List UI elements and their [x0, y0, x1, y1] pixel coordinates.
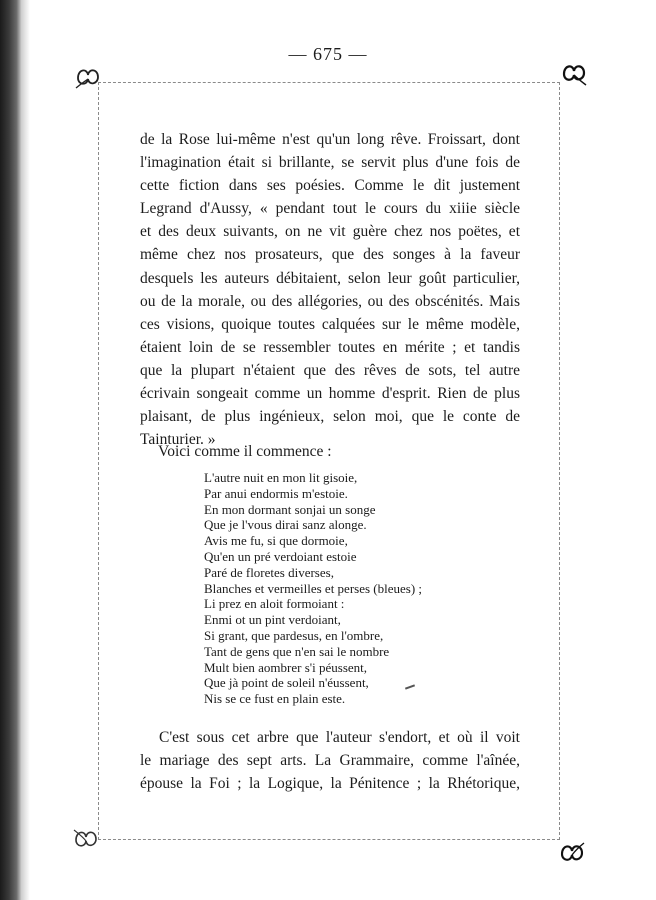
verse-line: Que je l'vous dirai sanz alonge.	[204, 517, 367, 533]
text-line: C'est sous cet arbre que l'auteur s'endort, et où il voit	[159, 729, 520, 746]
flourish-icon	[560, 60, 588, 88]
verse-line: Avis me fu, si que dormoie,	[204, 533, 348, 549]
flourish-icon	[72, 826, 100, 854]
text-line: écrivain songeait comme un homme d'esprit. Rien de plus	[140, 385, 520, 403]
verse-line: Enmi ot un pint verdoiant,	[204, 612, 341, 628]
text-line: de la Rose lui-même n'est qu'un long rêve. Froissart, dont	[140, 131, 520, 148]
text-line: même chez nos prosateurs, que des songes à la faveur	[140, 246, 520, 264]
text-line: épouse la Foi ; la Logique, la Pénitence ; la Rhétorique,	[140, 775, 520, 792]
text-line: ces visions, quoique toutes calquées sur le même modèle,	[140, 315, 520, 333]
verse-line: Si grant, que pardesus, en l'ombre,	[204, 627, 384, 643]
text-line: et des deux suivants, on ne vit guère chez nos poëtes, et	[140, 223, 520, 241]
verse-line: Tant de gens que n'en sai le nombre	[204, 643, 390, 659]
main-paragraph	[140, 128, 520, 451]
text-line: plaisant, de plus ingénieux, selon moi, que le conte de	[140, 408, 520, 426]
verse-line: Nis se ce fust en plain este.	[204, 691, 346, 707]
poem-introduction: Voici comme il commence :	[158, 443, 332, 460]
verse-line: Qu'en un pré verdoiant estoie	[204, 548, 357, 564]
text-line: desquels les auteurs débitaient, selon leur goût particulier,	[140, 269, 520, 287]
spine-gradient	[22, 0, 30, 900]
verse-line: L'autre nuit en mon lit gisoie,	[204, 470, 358, 485]
text-line: l'imagination était si brillante, se servit plus d'une fois de	[140, 154, 520, 172]
text-line: cette fiction dans ses poésies. Comme le dit justement	[140, 177, 520, 195]
text-line: que la plupart n'étaient que des rêves de sots, tel autre	[140, 361, 520, 379]
poem-verse	[204, 470, 422, 707]
verse-line: Li prez en aloit formoiant :	[204, 596, 345, 612]
verse-line: Par anui endormis m'estoie.	[204, 485, 348, 501]
text-line: Legrand d'Aussy, « pendant tout le cours du xiiie siècle	[140, 200, 520, 218]
book-spine-shadow	[0, 0, 22, 900]
verse-line: En mon dormant sonjai un songe	[204, 501, 376, 517]
verse-line: Que jà point de soleil n'éussent,	[204, 675, 369, 691]
flourish-icon	[558, 840, 586, 868]
text-line: Tainturier. »	[140, 431, 216, 449]
verse-line: Blanches et vermeilles et perses (bleues) ;	[204, 580, 423, 596]
text-line: ou de la morale, ou des allégories, ou des obscénités. Mais	[140, 292, 520, 310]
verse-line: Paré de floretes diverses,	[204, 564, 334, 580]
closing-paragraph	[140, 726, 520, 795]
verse-line: Mult bien aombrer s'i péussent,	[204, 659, 368, 675]
text-line: étaient loin de se ressembler toutes en mérite ; et tandis	[140, 338, 520, 356]
flourish-icon	[74, 64, 102, 92]
text-line: le mariage des sept arts. La Grammaire, comme l'aînée,	[140, 752, 520, 769]
page-number: — 675 —	[288, 44, 368, 64]
